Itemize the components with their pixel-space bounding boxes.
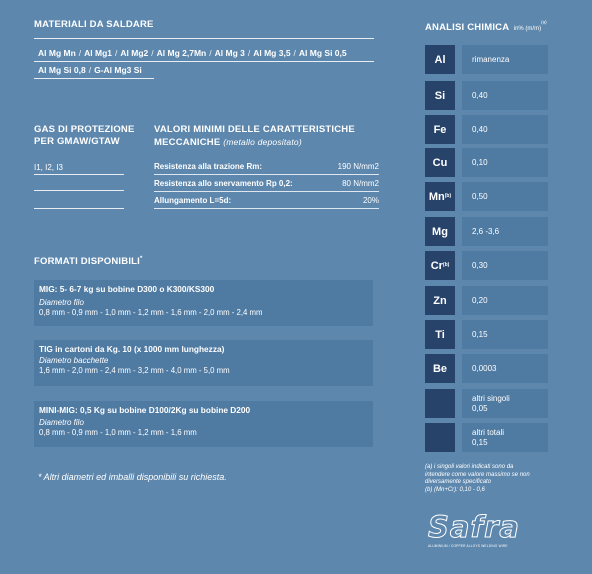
material-item: Al Mg Mn	[38, 48, 76, 58]
format-title: MIG: 5- 6-7 kg su bobine D300 o K300/KS300	[39, 284, 215, 294]
element-mn: Mn $^{(b)}$	[425, 182, 455, 211]
material-item: Al Mg Si 0,5	[298, 48, 347, 58]
formats-title: FORMATI DISPONIBILI*	[34, 256, 143, 268]
element-cr: Cr $^{(b)}$	[425, 251, 455, 280]
element-value: 0,10	[462, 148, 548, 177]
format-box-mini-mig	[34, 401, 373, 447]
material-item: Al Mg 3,5	[253, 48, 291, 58]
mechanical-row: Resistenza allo snervamento Rp 0,2: 80 N/mm2	[154, 177, 379, 192]
format-values: 0,8 mm - 0,9 mm - 1,0 mm - 1,2 mm - 1,6 mm - 2,0 mm - 2,4 mm	[39, 308, 263, 317]
element-value: altri totali 0,15	[462, 423, 548, 452]
element-al: Al	[425, 45, 455, 74]
logo-tagline: ALUMINIUM / COPPER ALLOYS WELDING WIRE	[428, 544, 508, 548]
format-box-mig	[34, 280, 373, 326]
element-fe: Fe	[425, 115, 455, 144]
mechanical-title: VALORI MINIMI DELLE CARATTERISTICHE MECCANICHE (metallo depositato)	[154, 124, 355, 148]
gas-rule-2	[34, 190, 124, 191]
element-value: 0,30	[462, 251, 548, 280]
formats-footnote: * Altri diametri ed imballi disponibili su richiesta.	[38, 472, 227, 482]
logo-wordmark: Safra	[428, 510, 520, 544]
material-item: Al Mg1	[84, 48, 113, 58]
materials-line-2: Al Mg Si 0,8 / G-Al Mg3 Si	[38, 65, 142, 75]
mechanical-row: Resistenza alla trazione Rm: 190 N/mm2	[154, 160, 379, 175]
element-si: Si	[425, 81, 455, 110]
element-cu: Cu	[425, 148, 455, 177]
format-subtitle: Diametro filo	[39, 298, 84, 307]
chemical-notes: (a) i singoli valori indicati sono da intendere come valore massimo se non diversamente specificato (b) (Mn+Cr): 0,10 - 0,6	[425, 464, 530, 493]
gas-title: GAS DI PROTEZIONE PER GMAW/GTAW	[34, 124, 135, 147]
format-box-tig	[34, 340, 373, 386]
material-item: Al Mg Si 0,8	[38, 65, 86, 75]
mechanical-row: Allungamento L=5d: 20%	[154, 194, 379, 209]
format-title: TIG in cartoni da Kg. 10 (x 1000 mm lunghezza)	[39, 344, 225, 354]
format-values: 1,6 mm - 2,0 mm - 2,4 mm - 3,2 mm - 4,0 mm - 5,0 mm	[39, 366, 230, 375]
chemical-unit: in% (m/m)	[513, 26, 542, 32]
element-value: 0,50	[462, 182, 548, 211]
element-others-total	[425, 423, 455, 452]
element-value: 0,15	[462, 320, 548, 349]
element-be: Be	[425, 354, 455, 383]
element-value: 0,0003	[462, 354, 548, 383]
materials-title: MATERIALI DA SALDARE	[34, 19, 154, 30]
gas-rule-3	[34, 208, 124, 209]
mechanical-note: (metallo depositato)	[223, 137, 302, 147]
materials-top-rule	[34, 38, 374, 39]
element-zn: Zn	[425, 286, 455, 315]
element-others-single	[425, 389, 455, 418]
material-item: Al Mg2	[120, 48, 149, 58]
safra-logo	[428, 512, 548, 556]
element-value: 0,20	[462, 286, 548, 315]
format-subtitle: Diametro filo	[39, 418, 84, 427]
gas-value: I1, I2, I3	[34, 163, 63, 172]
materials-mid-rule	[34, 61, 374, 62]
materials-bottom-rule	[34, 78, 154, 79]
format-title: MINI-MIG: 0,5 Kg su bobine D100/2Kg su bobine D200	[39, 405, 251, 415]
element-ti: Ti	[425, 320, 455, 349]
chemical-title: ANALISI CHIMICA in% $(m/m)^{(a)}$	[425, 19, 547, 33]
materials-line-1: Al Mg Mn / Al Mg1 / Al Mg2 / Al Mg 2,7Mn / Al Mg 3 / Al Mg 3,5 / Al Mg Si 0,5	[38, 48, 347, 58]
gas-rule-1	[34, 174, 124, 175]
material-item: Al Mg 3	[214, 48, 245, 58]
format-subtitle: Diametro bacchette	[39, 356, 109, 365]
material-item: G-Al Mg3 Si	[94, 65, 142, 75]
material-item: Al Mg 2,7Mn	[156, 48, 207, 58]
element-value: 0,40	[462, 81, 548, 110]
element-value: altri singoli 0,05	[462, 389, 548, 418]
element-value: 2,6 -3,6	[462, 217, 548, 246]
element-mg: Mg	[425, 217, 455, 246]
element-value: 0,40	[462, 115, 548, 144]
element-value: rimanenza	[462, 45, 548, 74]
format-values: 0,8 mm - 0,9 mm - 1,0 mm - 1,2 mm - 1,6 mm	[39, 428, 197, 437]
